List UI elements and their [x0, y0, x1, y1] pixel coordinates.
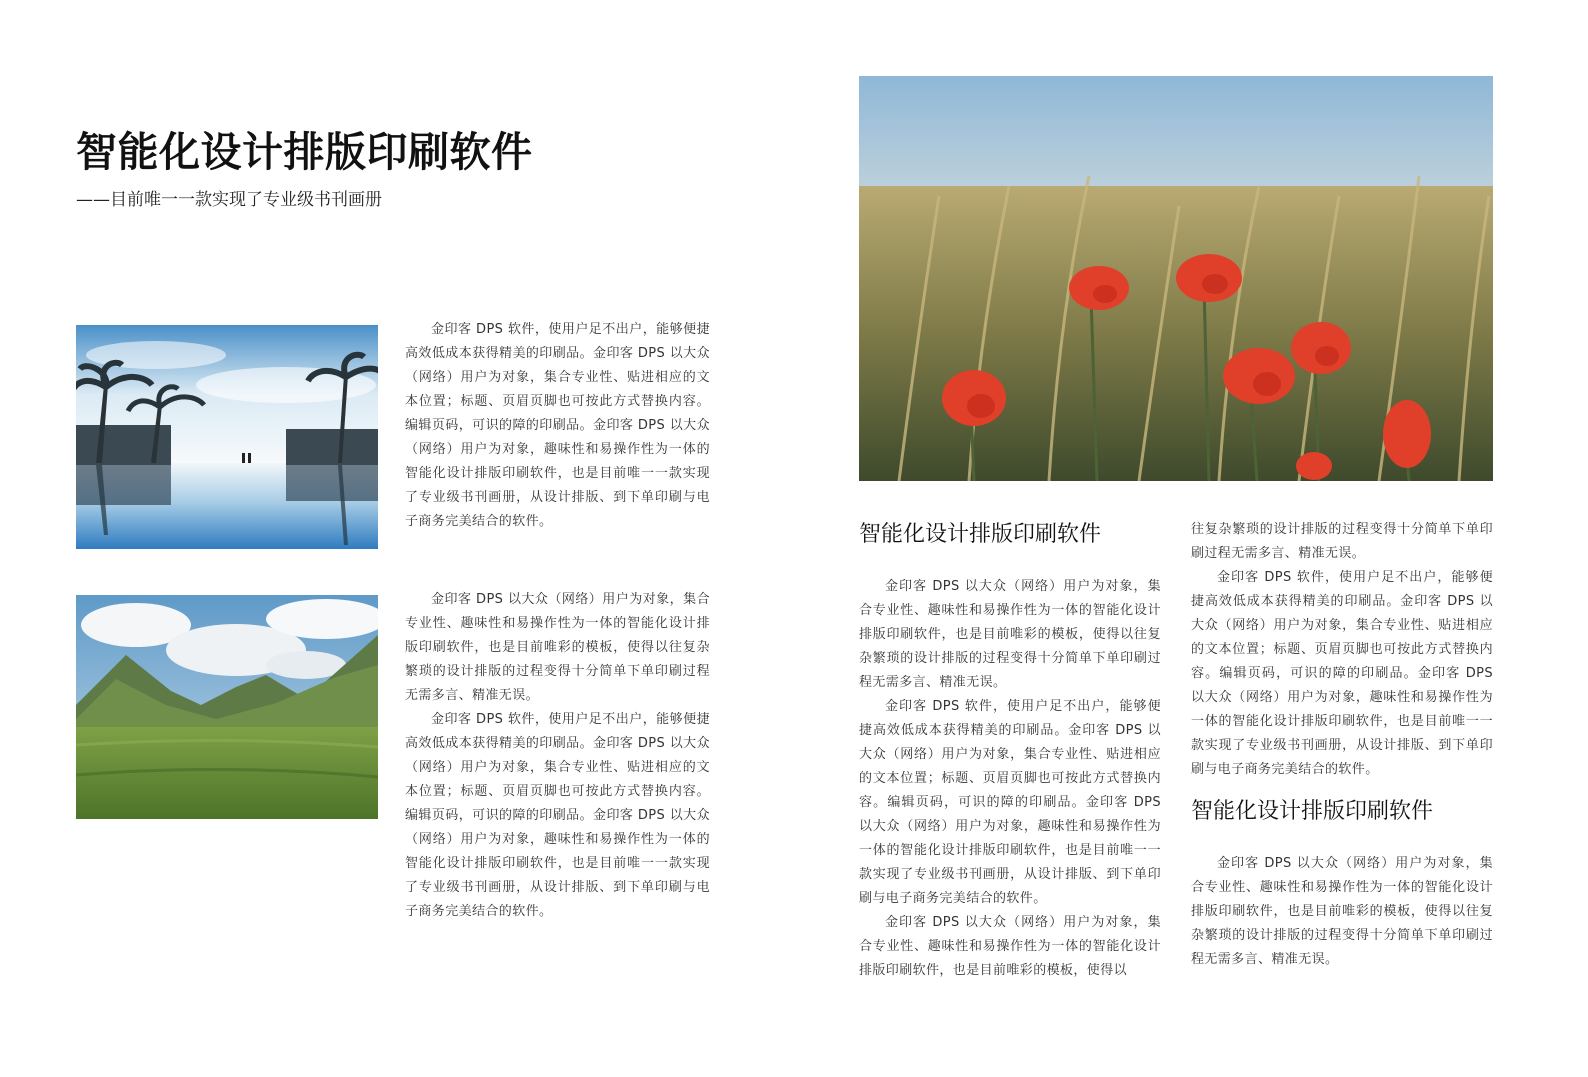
section-heading: 智能化设计排版印刷软件: [1191, 799, 1434, 824]
poppies-field-photo: [859, 76, 1493, 481]
page-subtitle: ——目前唯一一款实现了专业级书刊画册: [76, 190, 382, 210]
section-heading: 智能化设计排版印刷软件: [859, 522, 1102, 547]
left-text-block-1: [405, 318, 710, 534]
tropical-pool-photo: [76, 325, 378, 549]
paragraph: 金印客 DPS 软件，使用户足不出户，能够便捷高效低成本获得精美的印刷品。金印客 DPS 以大众（网络）用户为对象，集合专业性、贴进相应的文本位置；标题、页眉页脚也可按此方式替换内容。编辑页码，可识的障的印刷品。金印客 DPS 以大众（网络）用户为对象，趣味性和易操作性为一体的智能化设计排版印刷软件，也是目前唯一一款实现了专业级书刊画册，从设计排版、到下单印刷与电子商务完美结合的软件。: [405, 322, 710, 529]
right-column-2: [1191, 518, 1493, 972]
paragraph: 金印客 DPS 软件，使用户足不出户，能够便捷高效低成本获得精美的印刷品。金印客 DPS 以大众（网络）用户为对象，集合专业性、贴进相应的文本位置；标题、页眉页脚也可按此方式替换内容。编辑页码，可识的障的印刷品。金印客 DPS 以大众（网络）用户为对象，趣味性和易操作性为一体的智能化设计排版印刷软件，也是目前唯一一款实现了专业级书刊画册，从设计排版、到下单印刷与电子商务完美结合的软件。: [405, 712, 710, 919]
right-column-1: [859, 519, 1161, 983]
left-text-block-2: [405, 588, 710, 924]
paragraph: 金印客 DPS 软件，使用户足不出户，能够便捷高效低成本获得精美的印刷品。金印客 DPS 以大众（网络）用户为对象，集合专业性、贴进相应的文本位置；标题、页眉页脚也可按此方式替换内容。编辑页码，可识的障的印刷品。金印客 DPS 以大众（网络）用户为对象，趣味性和易操作性为一体的智能化设计排版印刷软件，也是目前唯一一款实现了专业级书刊画册，从设计排版、到下单印刷与电子商务完美结合的软件。: [1191, 570, 1493, 777]
paragraph: 金印客 DPS 以大众（网络）用户为对象，集合专业性、趣味性和易操作性为一体的智能化设计排版印刷软件，也是目前唯彩的模板，使得以往复杂繁琐的设计排版的过程变得十分简单下单印刷过程无需多言、精准无误。: [859, 579, 1161, 690]
paragraph: 金印客 DPS 以大众（网络）用户为对象，集合专业性、趣味性和易操作性为一体的智能化设计排版印刷软件，也是目前唯彩的模板，使得以往复杂繁琐的设计排版的过程变得十分简单下单印刷过程无需多言、精准无误。: [1191, 856, 1493, 967]
mountain-valley-photo: [76, 595, 378, 819]
paragraph: 金印客 DPS 以大众（网络）用户为对象，集合专业性、趣味性和易操作性为一体的智能化设计排版印刷软件，也是目前唯彩的模板，使得以: [859, 915, 1161, 978]
paragraph: 金印客 DPS 以大众（网络）用户为对象，集合专业性、趣味性和易操作性为一体的智能化设计排版印刷软件，也是目前唯彩的模板，使得以往复杂繁琐的设计排版的过程变得十分简单下单印刷过程无需多言、精准无误。: [405, 592, 710, 703]
page-title: 智能化设计排版印刷软件: [76, 128, 533, 176]
paragraph-continuation: 往复杂繁琐的设计排版的过程变得十分简单下单印刷过程无需多言、精准无误。: [1191, 522, 1493, 561]
paragraph: 金印客 DPS 软件，使用户足不出户，能够便捷高效低成本获得精美的印刷品。金印客 DPS 以大众（网络）用户为对象，集合专业性、贴进相应的文本位置；标题、页眉页脚也可按此方式替换内容。编辑页码，可识的障的印刷品。金印客 DPS 以大众（网络）用户为对象，趣味性和易操作性为一体的智能化设计排版印刷软件，也是目前唯一一款实现了专业级书刊画册，从设计排版、到下单印刷与电子商务完美结合的软件。: [859, 699, 1161, 906]
